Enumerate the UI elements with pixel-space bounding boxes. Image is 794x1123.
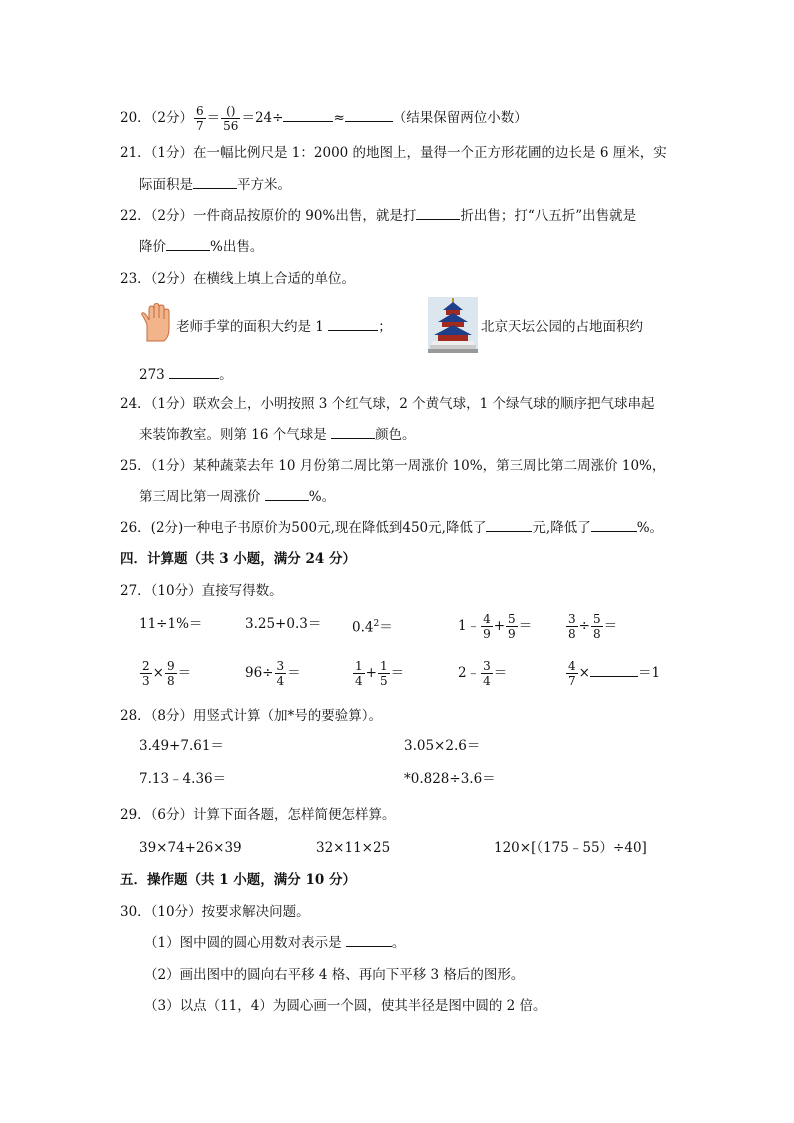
fraction: $\frac{3}{8}$ bbox=[568, 612, 576, 641]
calc-item: 3.49+7.61＝ bbox=[139, 738, 224, 754]
question-23-line3: 273 。 bbox=[139, 367, 233, 383]
fraction: $\frac{2}{3}$ bbox=[142, 659, 150, 688]
question-21-line1: 21．（1分）在一幅比例尺是 1：2000 的地图上，量得一个正方形花圃的边长是 6 厘米，实 bbox=[120, 145, 667, 161]
question-29-title: 29．（6分）计算下面各题，怎样简便怎样算。 bbox=[120, 807, 396, 823]
question-20: 20．（2分） $\frac{6}{7}$ ＝ $\frac{()}{56}$ ＝24÷ ≈ （结果保留两位小数） bbox=[120, 104, 528, 133]
calc-item: 1﹣ $\frac{4}{9}$ + $\frac{5}{9}$ ＝ bbox=[458, 612, 533, 641]
answer-blank[interactable] bbox=[283, 109, 333, 122]
fraction: $\frac{4}{7}$ bbox=[568, 659, 576, 688]
answer-blank[interactable] bbox=[328, 318, 378, 331]
question-25-line1: 25．（1分）某种蔬菜去年 10 月份第二周比第一周涨价 10%，第三周比第二周涨价 10%， bbox=[120, 458, 666, 474]
calc-item: $0.4^2=$ bbox=[352, 619, 393, 636]
answer-blank[interactable] bbox=[416, 207, 460, 220]
answer-blank[interactable] bbox=[166, 238, 210, 251]
calc-item: $\frac{4}{7}$ × ＝1 bbox=[568, 659, 661, 688]
question-30-part3: （3）以点（11，4）为圆心画一个圆，使其半径是图中圆的 2 倍。 bbox=[144, 998, 547, 1014]
calc-item: $\frac{1}{4}$ + $\frac{1}{5}$ ＝ bbox=[355, 659, 405, 688]
calc-item: 39×74+26×39 bbox=[139, 840, 242, 856]
question-24-line1: 24．（1分）联欢会上，小明按照 3 个红气球，2 个黄气球，1 个绿气球的顺序把气球串起 bbox=[120, 396, 655, 412]
answer-blank[interactable] bbox=[193, 176, 237, 189]
section-4-heading: 四．计算题（共 3 小题，满分 24 分） bbox=[120, 551, 356, 567]
question-23-temple: 北京天坛公园的占地面积约 bbox=[481, 319, 643, 335]
answer-blank[interactable] bbox=[346, 934, 392, 947]
calc-item: 3.25+0.3＝ bbox=[245, 616, 322, 632]
question-24-line2: 来装饰教室。则第 16 个气球是 颜色。 bbox=[139, 427, 416, 443]
calc-item: 2﹣ $\frac{3}{4}$ ＝ bbox=[458, 659, 508, 688]
fraction: $\frac{3}{4}$ bbox=[276, 659, 285, 688]
answer-blank[interactable] bbox=[169, 366, 219, 379]
question-22-line2: 降价 %出售。 bbox=[139, 239, 264, 255]
answer-blank[interactable] bbox=[591, 519, 637, 532]
fraction: $\frac{3}{4}$ bbox=[483, 659, 491, 688]
question-30-part2: （2）画出图中的圆向右平移 4 格、再向下平移 3 格后的图形。 bbox=[144, 967, 525, 983]
question-30-part1: （1）图中圆的圆心用数对表示是 。 bbox=[144, 935, 406, 951]
question-22-line1: 22．（2分）一件商品按原价的 90%出售，就是打 折出售；打“八五折”出售就是 bbox=[120, 208, 637, 224]
question-21-line2: 际面积是 平方米。 bbox=[139, 177, 291, 193]
calc-item: 7.13﹣4.36＝ bbox=[139, 771, 227, 787]
calc-item: 96÷ $\frac{3}{4}$ ＝ bbox=[245, 659, 301, 688]
question-23-palm: 老师手掌的面积大约是 1 ； bbox=[176, 319, 392, 335]
section-5-heading: 五．操作题（共 1 小题，满分 10 分） bbox=[120, 872, 356, 888]
question-23-title: 23．（2分）在横线上填上合适的单位。 bbox=[120, 271, 356, 287]
temple-of-heaven-icon bbox=[428, 297, 478, 353]
answer-blank[interactable] bbox=[265, 488, 309, 501]
calc-item: 32×11×25 bbox=[316, 840, 391, 856]
fraction: $\frac{4}{9}$ bbox=[483, 612, 491, 641]
fraction: $\frac{5}{8}$ bbox=[592, 612, 601, 641]
answer-blank[interactable] bbox=[590, 664, 638, 677]
calc-item: $\frac{2}{3}$ × $\frac{9}{8}$ ＝ bbox=[142, 659, 192, 688]
palm-icon bbox=[139, 303, 175, 343]
calc-item: *0.828÷3.6＝ bbox=[404, 771, 496, 787]
calc-item: $\frac{3}{8}$ ÷ $\frac{5}{8}$ ＝ bbox=[568, 612, 618, 641]
calc-item: 120×[（175﹣55）÷40] bbox=[494, 840, 647, 856]
question-25-line2: 第三周比第一周涨价 %。 bbox=[139, 489, 336, 505]
calc-item: 11÷1%＝ bbox=[139, 616, 203, 632]
answer-blank[interactable] bbox=[345, 109, 393, 122]
fraction: $\frac{()}{56}$ bbox=[223, 104, 239, 133]
question-30-title: 30．（10分）按要求解决问题。 bbox=[120, 904, 310, 920]
question-28-title: 28．（8分）用竖式计算（加*号的要验算）。 bbox=[120, 708, 383, 724]
fraction: $\frac{1}{5}$ bbox=[379, 659, 388, 688]
fraction: $\frac{5}{9}$ bbox=[508, 612, 516, 641]
answer-blank[interactable] bbox=[486, 519, 532, 532]
question-26: 26．(2分)一种电子书原价为500元,现在降低到450元,降低了 元,降低了 %。 bbox=[120, 520, 664, 536]
answer-blank[interactable] bbox=[331, 426, 375, 439]
question-27-title: 27．（10分）直接写得数。 bbox=[120, 583, 283, 599]
fraction: $\frac{1}{4}$ bbox=[355, 659, 363, 688]
fraction: $\frac{6}{7}$ bbox=[196, 104, 204, 133]
fraction: $\frac{9}{8}$ bbox=[166, 659, 175, 688]
calc-item: 3.05×2.6＝ bbox=[404, 738, 481, 754]
